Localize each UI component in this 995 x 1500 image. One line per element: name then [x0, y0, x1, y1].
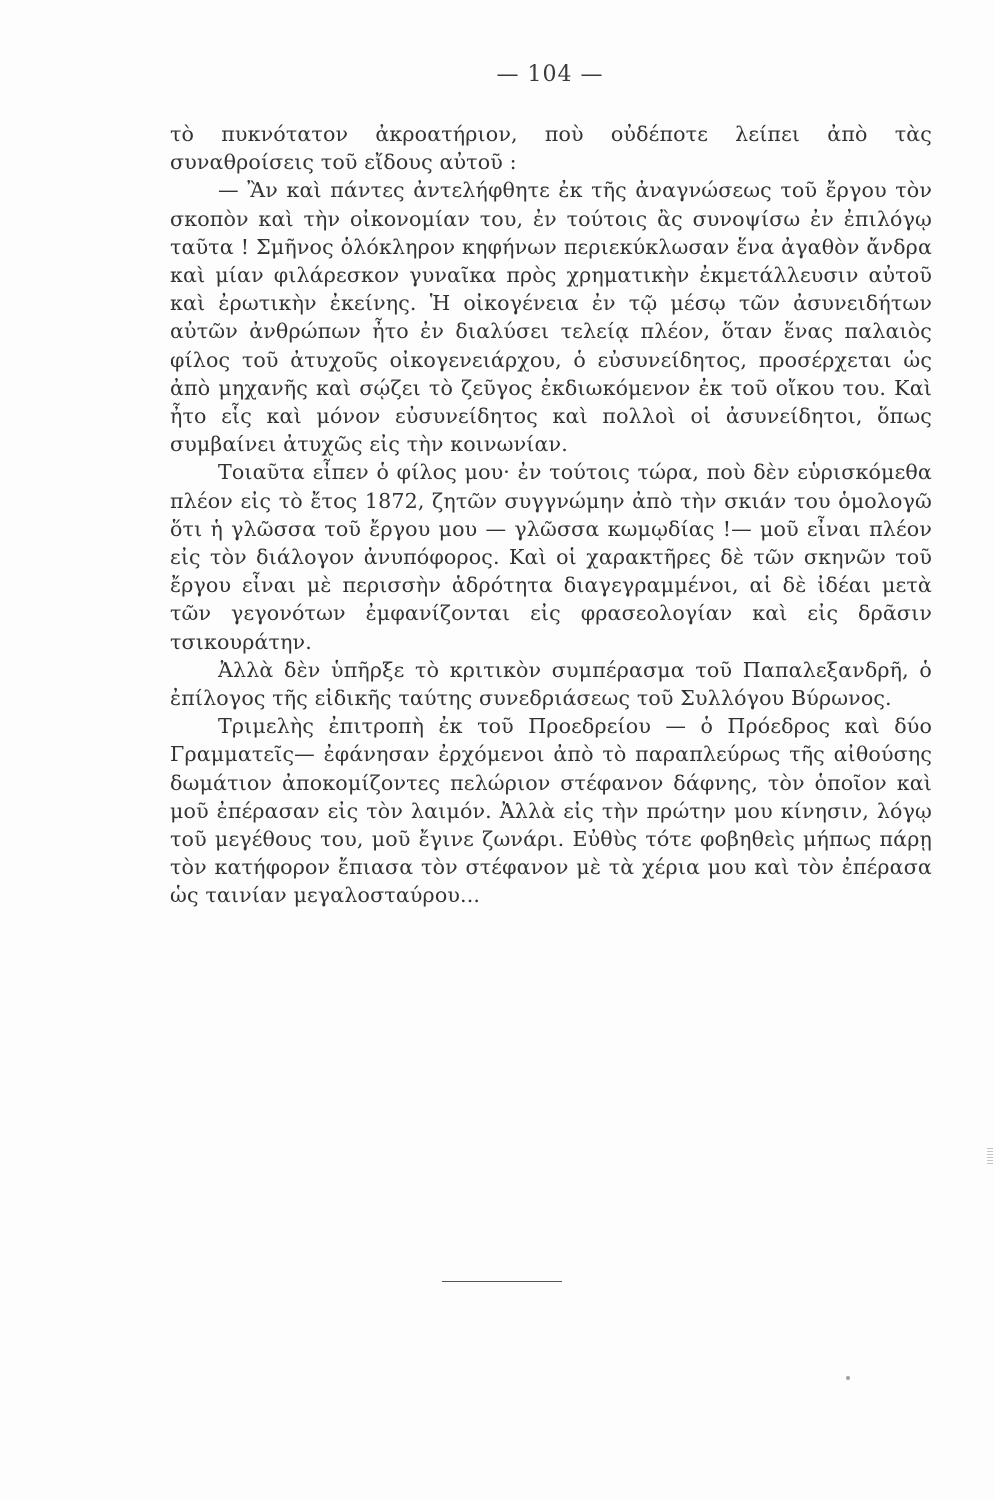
section-end-rule: [442, 1281, 562, 1282]
paragraph-1-continuation: τὸ πυκνότατον ἀκροατήριον, ποὺ οὐδέποτε λείπει ἀπὸ τὰς συναθροίσεις τοῦ εἴδους αὐτοῦ :: [170, 122, 932, 175]
page-number: — 104 —: [496, 62, 604, 87]
paragraph-4-critical-conclusion: Ἀλλὰ δὲν ὑπῆρξε τὸ κριτικὸν συμπέρασμα τοῦ Παπαλεξανδρῆ, ὁ ἐπίλογος τῆς εἰδικῆς ταύτης συνεδριάσεως τοῦ Συλλόγου Βύρωνος.: [170, 657, 932, 711]
page-edge-mark: [987, 1148, 993, 1166]
page-body: [170, 120, 932, 910]
paragraph-2-epilogue-speech: — Ἂν καὶ πάντες ἀντελήφθητε ἐκ τῆς ἀναγνώσεως τοῦ ἔργου τὸν σκοπὸν καὶ τὴν οἰκονομίαν του, ἐν τούτοις ἂς συνοψίσω ἐν ἐπιλόγῳ ταῦτα ! Σμῆνος ὁλόκληρον κηφήνων περιεκύκλωσαν ἕνα ἀγαθὸν ἄνδρα καὶ μίαν φιλάρεσκον γυναῖκα πρὸς χρηματικὴν ἐκμετάλλευσιν αὐτοῦ καὶ ἐρωτικὴν ἐκείνης. Ἡ οἰκογένεια ἐν τῷ μέσῳ τῶν ἀσυνειδήτων αὐτῶν ἀνθρώπων ἦτο ἐν διαλύσει τελείᾳ πλέον, ὅταν ἕνας παλαιὸς φίλος τοῦ ἀτυχοῦς οἰκογενειάρχου, ὁ εὐσυνείδητος, προσέρχεται ὡς ἀπὸ μηχανῆς καὶ σῴζει τὸ ζεῦγος ἐκδιωκόμενον ἐκ τοῦ οἴκου του. Καὶ ἦτο εἷς καὶ μόνον εὐσυνείδητος καὶ πολλοὶ οἱ ἀσυνείδητοι, ὅπως συμβαίνει ἀτυχῶς εἰς τὴν κοινωνίαν.: [170, 178, 932, 457]
paragraph-5-laurel-wreath: Τριμελὴς ἐπιτροπὴ ἐκ τοῦ Προεδρείου — ὁ Πρόεδρος καὶ δύο Γραμματεῖς— ἐφάνησαν ἐρχόμενοι ἀπὸ τὸ παραπλεύρως τῆς αἰθούσης δωμάτιον ἀποκομίζοντες πελώριον στέφανον δάφνης, τὸν ὁποῖον καὶ μοῦ ἐπέρασαν εἰς τὸν λαιμόν. Ἀλλὰ εἰς τὴν πρώτην μου κίνησιν, λόγῳ τοῦ μεγέθους του, μοῦ ἔγινε ζωνάρι. Εὐθὺς τότε φοβηθεὶς μήπως πάρῃ τὸν κατήφορον ἔπιασα τὸν στέφανον μὲ τὰ χέρια μου καὶ τὸν ἐπέρασα ὡς ταινίαν μεγαλοσταύρου...: [170, 714, 932, 908]
ink-speck: [846, 1376, 850, 1380]
paragraph-3-author-reflection: Τοιαῦτα εἶπεν ὁ φίλος μου· ἐν τούτοις τώρα, ποὺ δὲν εὑρισκόμεθα πλέον εἰς τὸ ἔτος 1872, ζητῶν συγγνώμην ἀπὸ τὴν σκιάν του ὁμολογῶ ὅτι ἡ γλῶσσα τοῦ ἔργου μου — γλῶσσα κωμῳδίας !— μοῦ εἶναι πλέον εἰς τὸν διάλογον ἀνυπόφορος. Καὶ οἱ χαρακτῆρες δὲ τῶν σκηνῶν τοῦ ἔργου εἶναι μὲ περισσὴν ἁδρότητα διαγεγραμμένοι, αἱ δὲ ἰδέαι μετὰ τῶν γεγονότων ἐμφανίζονται εἰς φρασεολογίαν καὶ εἰς δρᾶσιν τσικουράτην.: [170, 460, 932, 654]
